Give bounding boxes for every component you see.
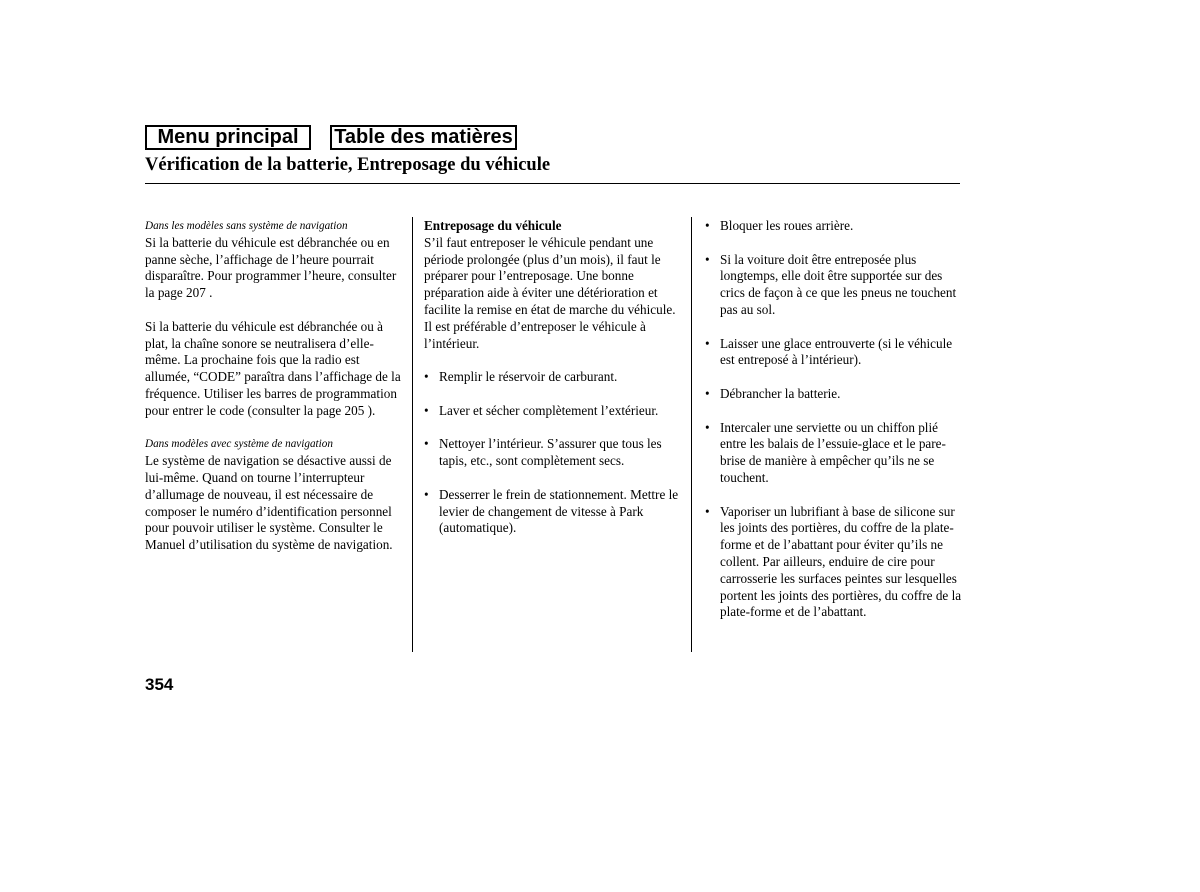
paragraph-navigation: Le système de navigation se désactive aussi de lui-même. Quand on tourne l’interrupteur d’allumage de nouveau, il est nécessaire de composer le numéro d’identification personnel pour pouvoir utiliser le système. Consulter le Manuel d’utilisation du système de navigation. (145, 453, 393, 553)
list-item (424, 369, 680, 386)
list-item-text: Nettoyer l’intérieur. S’assurer que tous les tapis, etc., sont complètement secs. (439, 436, 662, 469)
list-item-text: Si la voiture doit être entreposée plus longtemps, elle doit être supportée sur des crics de façon à ce que les pneus ne touchent pas au sol. (720, 251, 957, 317)
list-item-text: Remplir le réservoir de carburant. (439, 369, 618, 385)
list-item-text: Laisser une glace entrouverte (si le véhicule est entreposé à l’intérieur). (720, 335, 953, 368)
bullet-icon: • (705, 218, 710, 233)
list-item-text: Laver et sécher complètement l’extérieur. (439, 402, 659, 418)
table-des-matieres-button[interactable]: Table des matières (330, 125, 517, 150)
list-item-text: Vaporiser un lubrifiant à base de silicone sur les joints des portières, du coffre de la plate-forme et de l’abattant pour éviter qu’ils ne collent. Par ailleurs, enduire de cire pour carrosserie les surfaces peintes sur lesquelles portent les joints des portières, du coffre de la plate-forme et de l’abattant. (720, 503, 962, 620)
paragraph-clock: Si la batterie du véhicule est débranchée ou en panne sèche, l’affichage de l’heure pourrait disparaître. Pour programmer l’heure, consulter la page 207 . (145, 234, 397, 301)
bullet-icon: • (424, 436, 429, 452)
list-item (705, 386, 963, 403)
bullet-icon: • (424, 402, 429, 418)
paragraph-audio-code: Si la batterie du véhicule est débranchée ou à plat, la chaîne sonore se neutralisera d’elle-même. La prochaine fois que la radio est allumée, “CODE” paraîtra dans l’affichage de la fréquence. Utiliser les barres de programmation pour entrer le code (consulter la page 205 ). (145, 318, 401, 418)
menu-principal-button[interactable]: Menu principal (145, 125, 311, 150)
list-item-text: Bloquer les roues arrière. (720, 218, 854, 233)
title-rule (145, 183, 960, 184)
bullet-icon: • (705, 251, 710, 267)
storage-intro: S’il faut entreposer le véhicule pendant une période prolongée (plus d’un mois), il faut le préparer pour l’entreposage. Une bonne préparation aide à éviter une détérioration et facilite la remise en état de marche du véhicule. Il est préférable d’entreposer le véhicule à l’intérieur. (424, 234, 676, 351)
page-number: 354 (145, 675, 174, 694)
bullet-icon: • (705, 503, 710, 519)
bullet-icon: • (705, 419, 710, 435)
column-3 (705, 218, 963, 638)
column-divider-1 (412, 217, 413, 652)
list-item (705, 420, 963, 487)
list-item-text: Desserrer le frein de stationnement. Mettre le levier de changement de vitesse à Park (automatique). (439, 486, 679, 536)
column-divider-2 (691, 217, 692, 652)
subheading-with-navigation: Dans modèles avec système de navigation (145, 438, 333, 451)
column-2 (424, 218, 680, 554)
list-item (424, 436, 680, 470)
list-item-text: Intercaler une serviette ou un chiffon plié entre les balais de l’essuie-glace et le pare-brise de manière à empêcher qu’ils ne se touchent. (720, 419, 946, 485)
list-item (705, 252, 963, 319)
list-item (705, 336, 963, 370)
list-item (424, 403, 680, 420)
column-1 (145, 218, 403, 571)
bullet-icon: • (424, 486, 429, 502)
storage-heading: Entreposage du véhicule (424, 218, 562, 233)
subheading-without-navigation: Dans les modèles sans système de navigation (145, 220, 348, 232)
bullet-icon: • (705, 385, 710, 401)
page-title: Vérification de la batterie, Entreposage du véhicule (145, 155, 551, 175)
list-item (424, 487, 680, 537)
list-item (705, 504, 963, 622)
list-item-text: Débrancher la batterie. (720, 385, 841, 401)
bullet-icon: • (424, 369, 429, 385)
bullet-icon: • (705, 335, 710, 351)
list-item (705, 218, 963, 235)
